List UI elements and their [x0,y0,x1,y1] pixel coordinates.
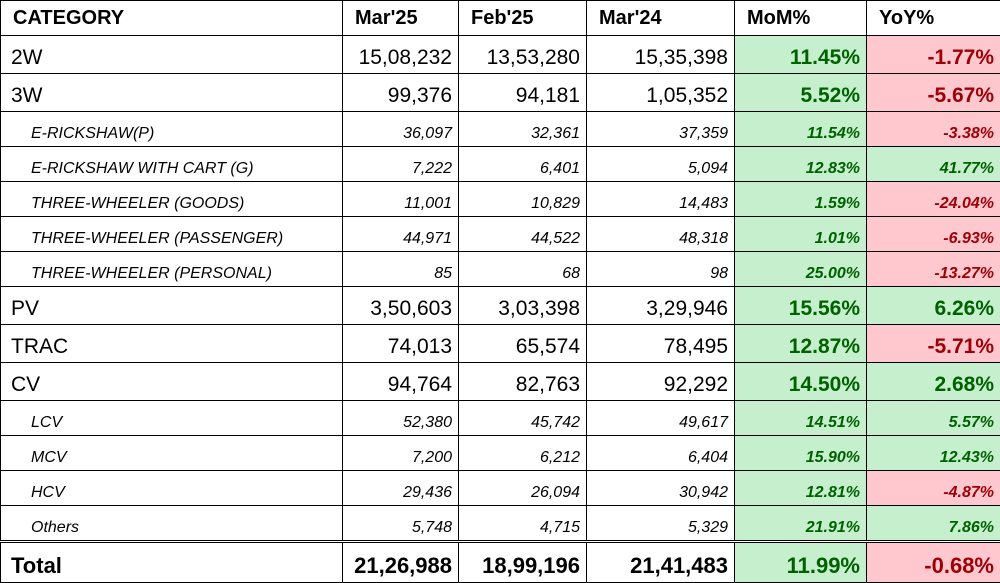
total-row [1,542,1000,583]
table-row [1,506,1000,542]
category-cell: CV [1,363,343,401]
mom-cell: 12.87% [735,325,867,363]
mar25-cell: 94,764 [343,363,459,401]
feb25-cell: 26,094 [459,471,587,506]
mar25-cell: 36,097 [343,112,459,147]
category-cell: 3W [1,74,343,112]
category-cell: E-RICKSHAW(P) [1,112,343,147]
category-cell: MCV [1,436,343,471]
mar25-cell: 11,001 [343,182,459,217]
total-mom: 11.99% [735,542,867,583]
category-cell: HCV [1,471,343,506]
mom-cell: 1.59% [735,182,867,217]
mar24-cell: 5,094 [587,147,735,182]
mar24-cell: 78,495 [587,325,735,363]
mar25-cell: 85 [343,252,459,287]
table-row [1,436,1000,471]
category-cell: E-RICKSHAW WITH CART (G) [1,147,343,182]
mom-cell: 5.52% [735,74,867,112]
table-row [1,252,1000,287]
mar25-cell: 15,08,232 [343,36,459,74]
yoy-cell: -3.38% [867,112,1000,147]
mar24-cell: 6,404 [587,436,735,471]
header-feb25: Feb'25 [459,1,587,36]
table-row [1,36,1000,74]
header-category: CATEGORY [1,1,343,36]
feb25-cell: 94,181 [459,74,587,112]
yoy-cell: -5.71% [867,325,1000,363]
feb25-cell: 13,53,280 [459,36,587,74]
mar25-cell: 99,376 [343,74,459,112]
feb25-cell: 4,715 [459,506,587,542]
feb25-cell: 6,212 [459,436,587,471]
total-mar25: 21,26,988 [343,542,459,583]
mar24-cell: 1,05,352 [587,74,735,112]
header-row [1,1,1000,36]
mar25-cell: 29,436 [343,471,459,506]
mom-cell: 1.01% [735,217,867,252]
total-mar24: 21,41,483 [587,542,735,583]
mar25-cell: 3,50,603 [343,287,459,325]
header-mom: MoM% [735,1,867,36]
mar24-cell: 98 [587,252,735,287]
yoy-cell: 2.68% [867,363,1000,401]
mar24-cell: 37,359 [587,112,735,147]
yoy-cell: -13.27% [867,252,1000,287]
mar24-cell: 48,318 [587,217,735,252]
mom-cell: 15.56% [735,287,867,325]
mom-cell: 21.91% [735,506,867,542]
table-row [1,363,1000,401]
mar24-cell: 92,292 [587,363,735,401]
mar25-cell: 74,013 [343,325,459,363]
mom-cell: 14.51% [735,401,867,436]
mom-cell: 12.83% [735,147,867,182]
header-mar24: Mar'24 [587,1,735,36]
mar25-cell: 52,380 [343,401,459,436]
table-row [1,112,1000,147]
mar25-cell: 7,200 [343,436,459,471]
total-feb25: 18,99,196 [459,542,587,583]
yoy-cell: 6.26% [867,287,1000,325]
feb25-cell: 65,574 [459,325,587,363]
yoy-cell: -4.87% [867,471,1000,506]
table-row [1,182,1000,217]
header-mar25: Mar'25 [343,1,459,36]
table-row [1,287,1000,325]
yoy-cell: -1.77% [867,36,1000,74]
table-row [1,401,1000,436]
mar24-cell: 15,35,398 [587,36,735,74]
yoy-cell: 41.77% [867,147,1000,182]
mar24-cell: 14,483 [587,182,735,217]
mar24-cell: 3,29,946 [587,287,735,325]
mar25-cell: 44,971 [343,217,459,252]
total-label: Total [1,542,343,583]
table-row [1,325,1000,363]
yoy-cell: 12.43% [867,436,1000,471]
category-cell: Others [1,506,343,542]
total-yoy: -0.68% [867,542,1000,583]
category-cell: 2W [1,36,343,74]
table-row [1,471,1000,506]
mom-cell: 14.50% [735,363,867,401]
mar24-cell: 30,942 [587,471,735,506]
feb25-cell: 32,361 [459,112,587,147]
mom-cell: 11.45% [735,36,867,74]
mom-cell: 11.54% [735,112,867,147]
feb25-cell: 82,763 [459,363,587,401]
mom-cell: 12.81% [735,471,867,506]
category-cell: TRAC [1,325,343,363]
header-yoy: YoY% [867,1,1000,36]
feb25-cell: 10,829 [459,182,587,217]
feb25-cell: 68 [459,252,587,287]
feb25-cell: 6,401 [459,147,587,182]
yoy-cell: -6.93% [867,217,1000,252]
mom-cell: 15.90% [735,436,867,471]
feb25-cell: 45,742 [459,401,587,436]
table-row [1,147,1000,182]
mar24-cell: 5,329 [587,506,735,542]
category-cell: PV [1,287,343,325]
yoy-cell: -24.04% [867,182,1000,217]
category-cell: THREE-WHEELER (PASSENGER) [1,217,343,252]
mar24-cell: 49,617 [587,401,735,436]
feb25-cell: 44,522 [459,217,587,252]
category-cell: LCV [1,401,343,436]
yoy-cell: 7.86% [867,506,1000,542]
yoy-cell: 5.57% [867,401,1000,436]
mar25-cell: 5,748 [343,506,459,542]
table-row [1,217,1000,252]
category-cell: THREE-WHEELER (GOODS) [1,182,343,217]
yoy-cell: -5.67% [867,74,1000,112]
mom-cell: 25.00% [735,252,867,287]
feb25-cell: 3,03,398 [459,287,587,325]
table-row [1,74,1000,112]
mar25-cell: 7,222 [343,147,459,182]
category-cell: THREE-WHEELER (PERSONAL) [1,252,343,287]
